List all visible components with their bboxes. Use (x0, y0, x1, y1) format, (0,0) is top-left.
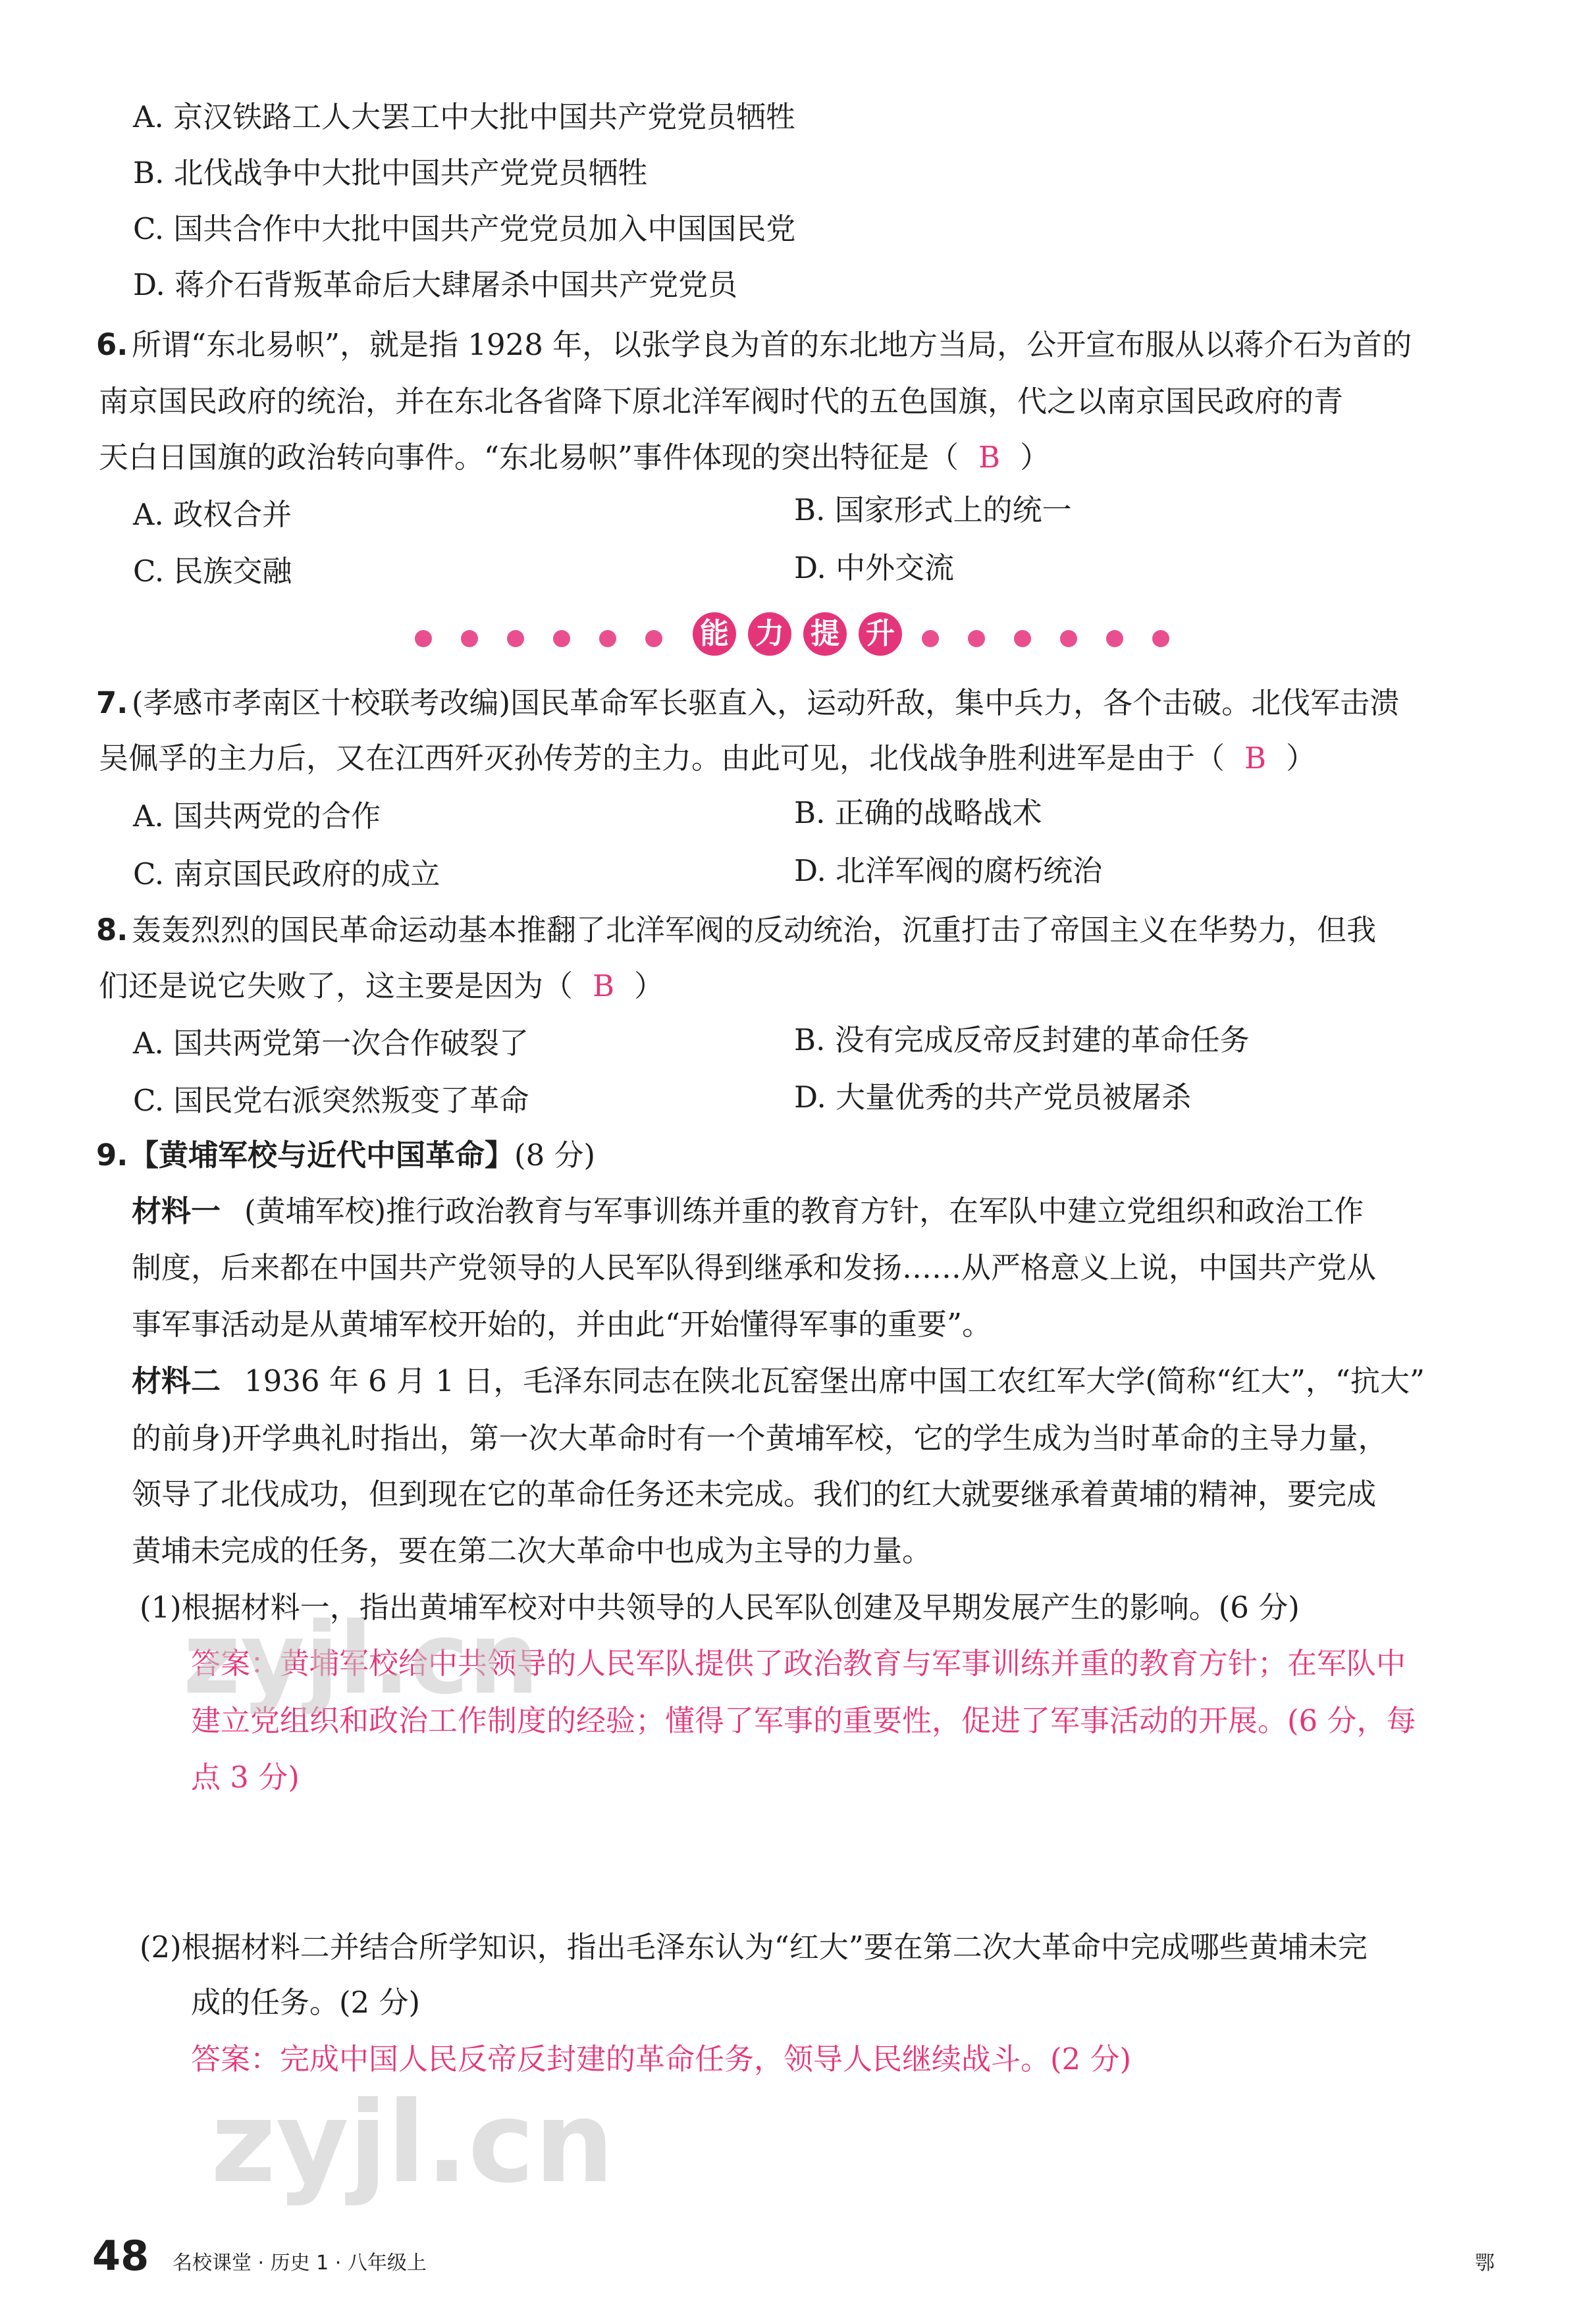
q6-number: 6. (96, 327, 128, 362)
q9-title-line (129, 1136, 595, 1175)
watermark: zyjl.cn (183, 1602, 539, 1716)
q9-title: 【黄埔军校与近代中国革命】 (129, 1138, 515, 1173)
q5-option-c: C. 国共合作中大批中国共产党党员加入中国国民党 (133, 211, 796, 246)
q7-close-paren: ） (1286, 741, 1316, 776)
q9-subquestion-1: (1)根据材料一，指出黄埔军校对中共领导的人民军队创建及早期发展产生的影响。(6 分) (140, 1590, 1300, 1625)
q8-close-paren: ） (634, 968, 664, 1003)
q9-subquestion-2-line-1: (2)根据材料二并结合所学知识，指出毛泽东认为“红大”要在第二次大革命中完成哪些黄埔未完 (140, 1930, 1368, 1965)
q9-material-1-label: 材料一 (132, 1194, 221, 1228)
page-number: 48 (92, 2232, 149, 2280)
q8-answer: B (593, 968, 615, 1003)
footer-book-title: 名校课堂 · 历史 1 · 八年级上 (173, 2252, 427, 2275)
banner-dot (1060, 630, 1077, 647)
banner-dot (1152, 630, 1169, 647)
q8-option-d: D. 大量优秀的共产党员被屠杀 (794, 1080, 1192, 1115)
q9-material-1-line-2: 制度，后来都在中国共产党领导的人民军队得到继承和发扬……从严格意义上说，中国共产党从 (132, 1250, 1377, 1285)
q6-option-b: B. 国家形式上的统一 (794, 492, 1072, 527)
q7-option-c: C. 南京国民政府的成立 (133, 857, 440, 891)
banner-char-4: 升 (859, 612, 902, 656)
q9-material-2-line-3: 领导了北伐成功，但到现在它的革命任务还未完成。我们的红大就要继承着黄埔的精神，要完成 (132, 1477, 1377, 1512)
q9-subquestion-2-line-2: 成的任务。(2 分) (191, 1985, 421, 2020)
q9-number: 9. (96, 1138, 128, 1173)
banner-dot (553, 630, 570, 647)
banner-dot (922, 630, 939, 647)
q7-stem-line-1: (孝感市孝南区十校联考改编)国民革命军长驱直入，运动歼敌，集中兵力，各个击破。北伐军击溃 (132, 685, 1400, 720)
banner-dot (1014, 630, 1031, 647)
banner-dot (1106, 630, 1123, 647)
q6-answer: B (978, 440, 1001, 475)
q9-score: (8 分) (514, 1138, 596, 1173)
footer-region: 鄂 (1475, 2252, 1495, 2275)
q5-option-b: B. 北伐战争中大批中国共产党党员牺牲 (133, 155, 648, 190)
q9-material-1-line-3: 事军事活动是从黄埔军校开始的，并由此“开始懂得军事的重要”。 (132, 1307, 992, 1342)
banner-char-3: 提 (803, 612, 847, 656)
q9-answer-1-line-2: 建立党组织和政治工作制度的经验；懂得了军事的重要性，促进了军事活动的开展。(6 分，每 (191, 1703, 1416, 1738)
banner-char-1: 能 (693, 612, 736, 656)
q9-answer-1-line-3: 点 3 分) (191, 1760, 300, 1795)
q9-material-2-line-1 (132, 1361, 1425, 1401)
q5-option-a: A. 京汉铁路工人大罢工中大批中国共产党党员牺牲 (133, 99, 796, 134)
q5-option-d: D. 蒋介石背叛革命后大肆屠杀中国共产党党员 (133, 267, 738, 302)
q9-material-2-label: 材料二 (132, 1363, 221, 1398)
watermark: zyjl.cn (211, 2078, 614, 2208)
banner-dot (968, 630, 985, 647)
q6-stem-line-1: 所谓“东北易帜”，就是指 1928 年，以张学良为首的东北地方当局，公开宣布服从以蒋介石为首的 (132, 327, 1412, 362)
q9-material-1-line-1 (132, 1192, 1364, 1231)
q6-stem-line-2: 南京国民政府的统治，并在东北各省降下原北洋军阀时代的五色国旗，代之以南京国民政府的青 (99, 384, 1344, 419)
banner-dot (415, 630, 432, 647)
q9-material-1-text: (黄埔军校)推行政治教育与军事训练并重的教育方针，在军队中建立党组织和政治工作 (244, 1194, 1364, 1228)
banner-char-2: 力 (748, 612, 791, 656)
section-banner (395, 612, 1211, 658)
q8-stem-line-2 (99, 966, 664, 1006)
q7-option-d: D. 北洋军阀的腐朽统治 (794, 853, 1103, 888)
q6-option-a: A. 政权合并 (133, 497, 292, 532)
q6-stem-text: 天白日国旗的政治转向事件。“东北易帜”事件体现的突出特征是（ (99, 440, 959, 475)
q9-answer-2: 答案：完成中国人民反帝反封建的革命任务，领导人民继续战斗。(2 分) (191, 2042, 1132, 2076)
q8-stem-line-1: 轰轰烈烈的国民革命运动基本推翻了北洋军阀的反动统治，沉重打击了帝国主义在华势力，但我 (132, 912, 1377, 947)
q9-material-2-line-2: 的前身)开学典礼时指出，第一次大革命时有一个黄埔军校，它的学生成为当时革命的主导力量， (132, 1421, 1388, 1456)
q6-stem-line-3 (99, 438, 1050, 477)
banner-dot (507, 630, 524, 647)
q6-option-d: D. 中外交流 (794, 550, 955, 585)
q7-answer: B (1244, 741, 1267, 776)
banner-dot (645, 630, 662, 647)
q8-number: 8. (96, 912, 128, 947)
banner-dot (599, 630, 616, 647)
q6-option-c: C. 民族交融 (133, 554, 292, 589)
q8-option-c: C. 国民党右派突然叛变了革命 (133, 1083, 529, 1118)
q7-number: 7. (96, 685, 128, 720)
q8-option-a: A. 国共两党第一次合作破裂了 (133, 1026, 529, 1061)
q7-option-a: A. 国共两党的合作 (133, 799, 381, 833)
q9-answer-1-line-1: 答案：黄埔军校给中共领导的人民军队提供了政治教育与军事训练并重的教育方针；在军队中 (191, 1646, 1406, 1681)
q8-stem-text: 们还是说它失败了，这主要是因为（ (99, 968, 573, 1003)
q9-material-2-text: 1936 年 6 月 1 日，毛泽东同志在陕北瓦窑堡出席中国工农红军大学(简称“红大”，“抗大” (244, 1363, 1425, 1398)
banner-dot (461, 630, 478, 647)
q7-stem-text: 吴佩孚的主力后，又在江西歼灭孙传芳的主力。由此可见，北伐战争胜利进军是由于（ (99, 741, 1225, 776)
q7-option-b: B. 正确的战略战术 (794, 795, 1042, 830)
q7-stem-line-2 (99, 739, 1316, 778)
q8-option-b: B. 没有完成反帝反封建的革命任务 (794, 1022, 1250, 1057)
q6-close-paren: ） (1020, 440, 1050, 475)
q9-material-2-line-4: 黄埔未完成的任务，要在第二次大革命中也成为主导的力量。 (132, 1533, 932, 1568)
